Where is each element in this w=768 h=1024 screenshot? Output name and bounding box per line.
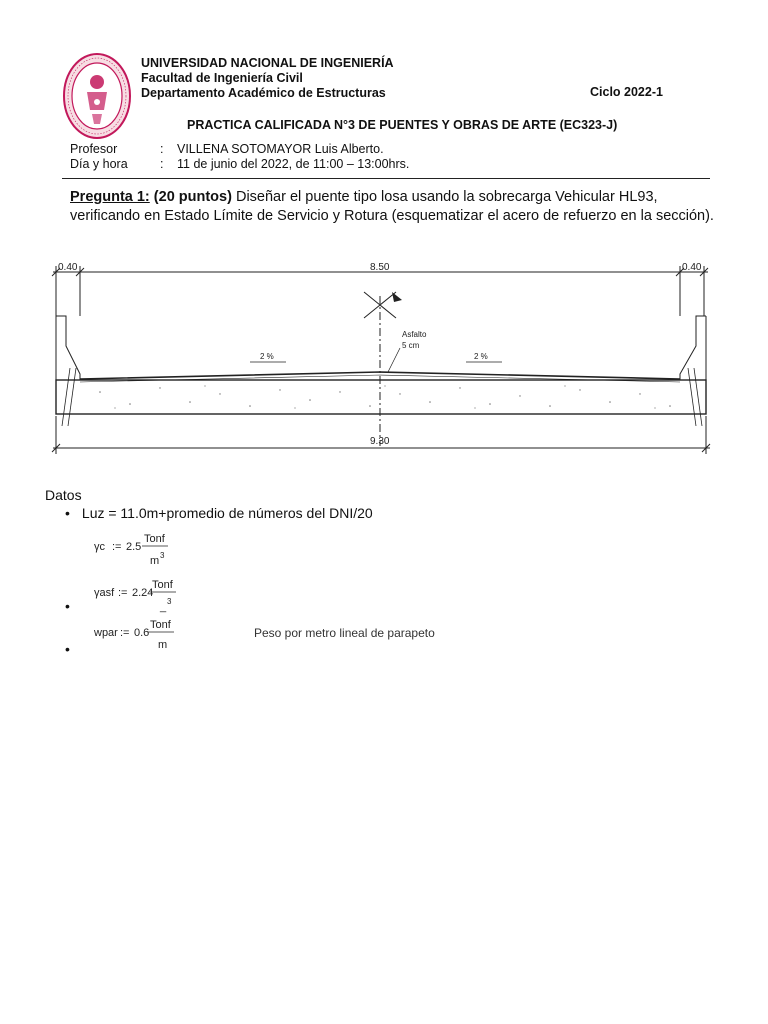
dim-right-label: 0.40 xyxy=(682,262,702,273)
svg-text:γasf: γasf xyxy=(94,587,115,599)
deck-slab xyxy=(56,380,706,414)
slope-right-label: 2 % xyxy=(474,352,488,361)
svg-text:m: m xyxy=(158,639,168,651)
data-title: Datos xyxy=(45,487,82,503)
svg-text:3: 3 xyxy=(167,597,172,606)
faculty-name: Facultad de Ingeniería Civil xyxy=(141,71,303,85)
data-bullet-3: • xyxy=(65,641,70,657)
svg-text::=: := xyxy=(118,587,128,599)
span-length-text: Luz = 11.0m+promedio de números del DNI/20 xyxy=(81,505,373,521)
dim-left-label: 0.40 xyxy=(58,262,78,273)
date-value: 11 de junio del 2022, de 11:00 – 13:00hrs. xyxy=(177,157,410,171)
svg-text:0.6: 0.6 xyxy=(134,627,150,639)
bridge-cross-section-drawing xyxy=(40,256,730,460)
practice-title: PRACTICA CALIFICADA N°3 DE PUENTES Y OBRAS DE ARTE (EC323-J) xyxy=(187,118,618,132)
svg-text:m: m xyxy=(150,555,160,567)
flag-icon xyxy=(392,292,402,302)
parapet-weight-note: Peso por metro lineal de parapeto xyxy=(254,626,435,640)
svg-text:2.5: 2.5 xyxy=(126,541,142,553)
svg-text:3: 3 xyxy=(160,551,165,560)
professor-separator: : xyxy=(160,142,164,156)
university-name: UNIVERSIDAD NACIONAL DE INGENIERÍA xyxy=(141,56,394,70)
university-seal-logo xyxy=(62,52,132,140)
date-label: Día y hora xyxy=(70,157,128,171)
right-parapet xyxy=(680,316,706,380)
data-bullet-2: • xyxy=(65,598,70,614)
svg-text:Tonf: Tonf xyxy=(152,579,173,591)
data-bullet-1 xyxy=(65,505,373,521)
question-points: (20 puntos) xyxy=(153,189,232,205)
svg-text:Tonf: Tonf xyxy=(150,619,171,631)
svg-text:wpar: wpar xyxy=(94,627,118,639)
formula-gamma-asf xyxy=(92,572,202,616)
svg-text::=: := xyxy=(120,627,130,639)
professor-label: Profesor xyxy=(70,142,118,156)
formula-wpar xyxy=(92,616,202,656)
formula-gamma-c xyxy=(92,528,202,572)
left-parapet xyxy=(56,316,80,380)
department-name: Departamento Académico de Estructuras xyxy=(141,86,386,100)
bullet-mark: • xyxy=(65,505,70,521)
slope-left-label: 2 % xyxy=(260,352,274,361)
svg-text::=: := xyxy=(112,541,122,553)
svg-text:γc: γc xyxy=(94,541,105,553)
header-divider xyxy=(62,178,710,179)
question-text: Diseñar el puente tipo losa usando la sobrecarga Vehicular HL93, verificando en Estado Límite de Servicio y Rotura (esquematizar el acero de refuerzo en la sección). xyxy=(70,189,714,224)
asphalt-thickness-label: 5 cm xyxy=(402,341,420,350)
svg-text:2.24: 2.24 xyxy=(132,587,154,599)
svg-text:_: _ xyxy=(160,601,167,613)
question-label: Pregunta 1: xyxy=(70,189,150,205)
dim-total-label: 9.30 xyxy=(370,436,390,447)
professor-name: VILLENA SOTOMAYOR Luis Alberto. xyxy=(177,142,384,156)
asphalt-label: Asfalto xyxy=(402,330,427,339)
question-1 xyxy=(70,188,720,226)
academic-cycle: Ciclo 2022-1 xyxy=(590,85,663,99)
dim-center-label: 8.50 xyxy=(370,262,390,273)
svg-text:Tonf: Tonf xyxy=(144,533,165,545)
date-separator: : xyxy=(160,157,164,171)
